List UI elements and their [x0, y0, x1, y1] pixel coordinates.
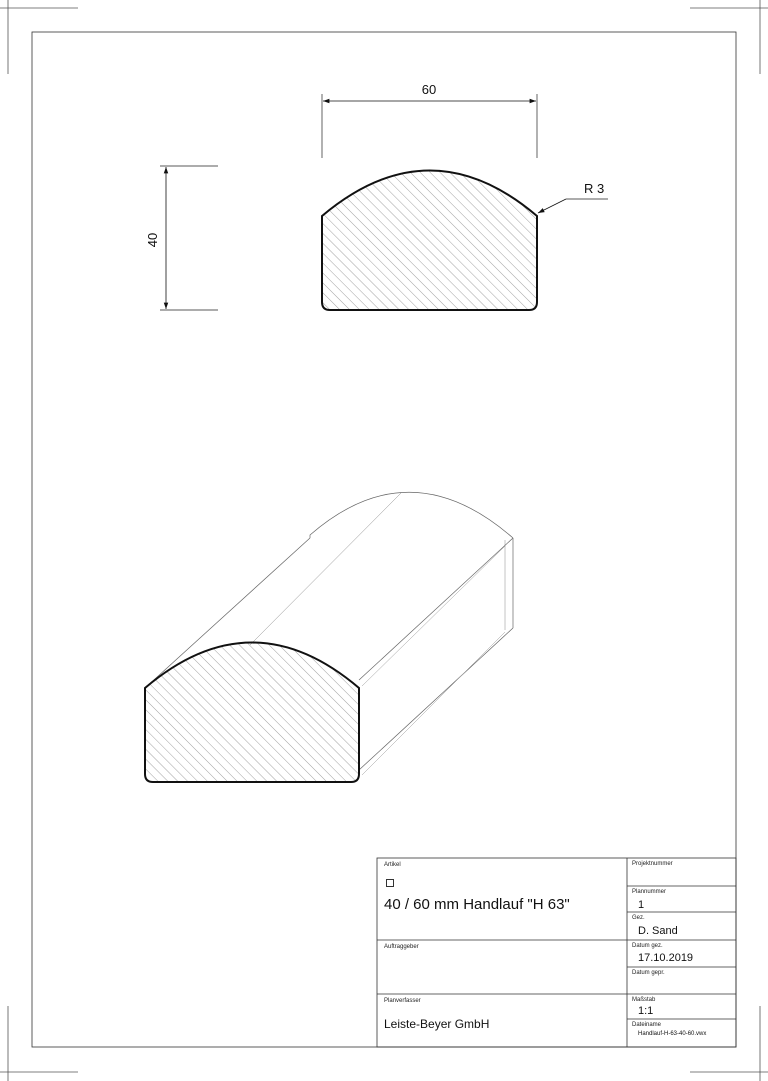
datum-gepr-label: Datum gepr.	[632, 970, 665, 976]
auftraggeber-label: Auftraggeber	[384, 944, 419, 950]
width-dimension-value: 60	[421, 82, 437, 97]
planverfasser-value: Leiste-Beyer GmbH	[384, 1017, 490, 1031]
radius-label: R 3	[584, 181, 605, 196]
plannummer-value: 1	[638, 899, 645, 911]
iso-edge-bottom-right-inner	[362, 632, 505, 775]
handrail-cross-section	[322, 171, 537, 311]
height-dimension-value: 40	[145, 232, 160, 248]
artikel-checkbox[interactable]	[386, 879, 394, 887]
planverfasser-label: Planverfasser	[384, 998, 421, 1004]
massstab-label: Maßstab	[632, 997, 656, 1003]
massstab-value: 1:1	[638, 1005, 654, 1017]
plannummer-label: Plannummer	[632, 889, 667, 895]
gez-value: D. Sand	[638, 925, 678, 937]
artikel-label: Artikel	[384, 862, 401, 868]
datum-gez-value: 17.10.2019	[638, 952, 694, 964]
gez-label: Gez.	[632, 915, 645, 921]
datum-gez-label: Datum gez.	[632, 943, 663, 949]
isometric-view	[145, 492, 513, 782]
iso-front-section	[145, 643, 359, 783]
iso-edge-crown	[250, 492, 402, 645]
iso-edge-bottom-right	[359, 628, 513, 770]
iso-edge-top-right	[359, 538, 513, 680]
artikel-value: 40 / 60 mm Handlauf "H 63"	[384, 896, 570, 913]
dateiname-label: Dateiname	[632, 1022, 662, 1028]
iso-edge-top-right-inner	[362, 546, 505, 686]
iso-back-face	[310, 492, 513, 538]
front-view	[145, 82, 608, 310]
projektnummer-label: Projektnummer	[632, 861, 673, 867]
dateiname-value: Handlauf-H-63-40-60.vwx	[638, 1031, 707, 1037]
radius-leader-diagonal	[538, 199, 566, 213]
